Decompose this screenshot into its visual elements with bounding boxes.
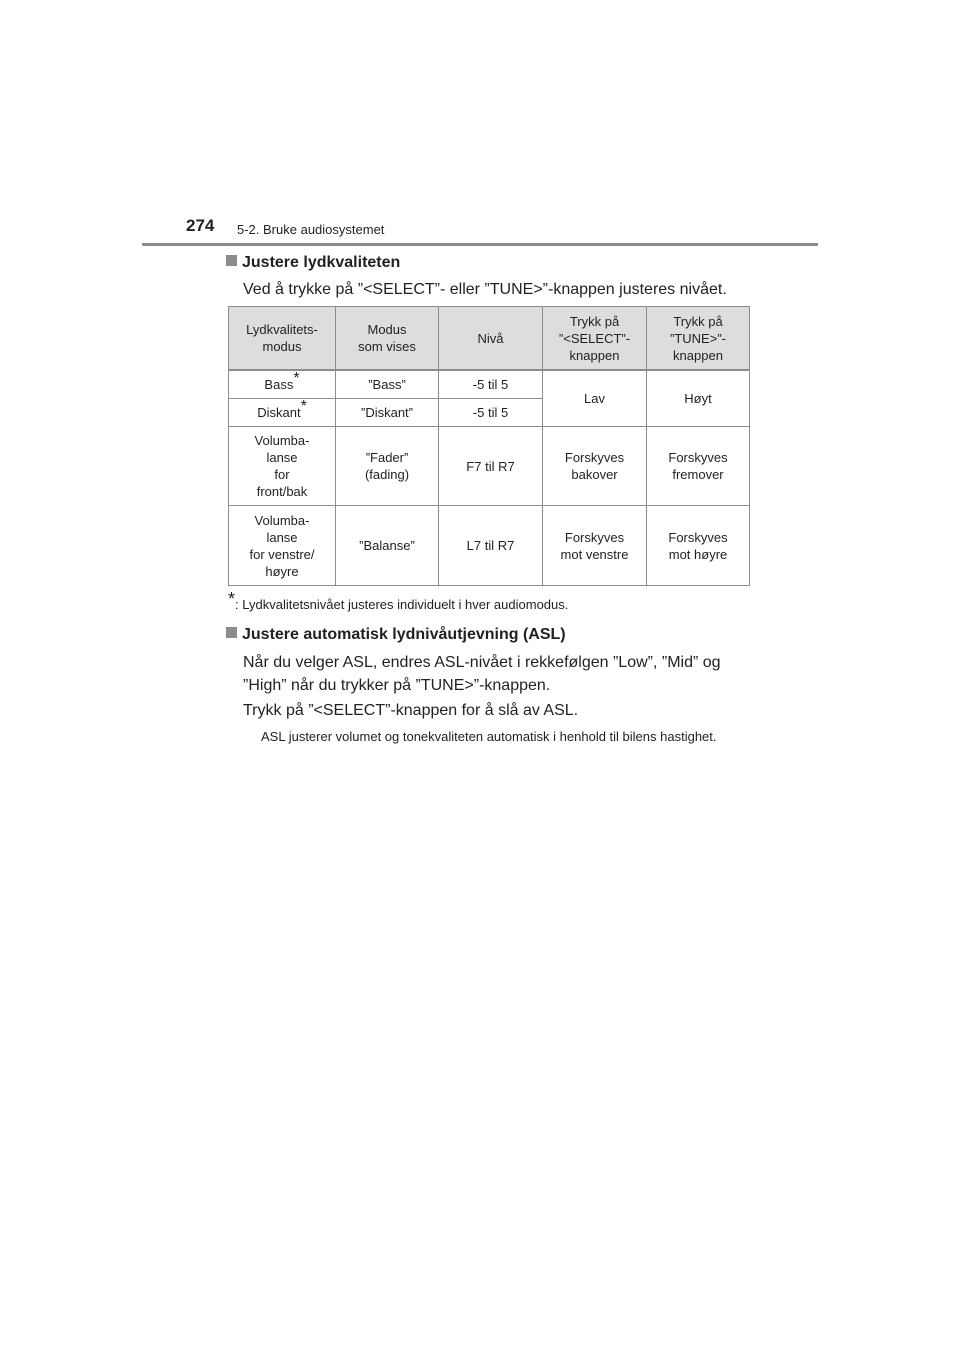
asl-paragraph-1: Når du velger ASL, endres ASL-nivået i rekkefølgen ”Low”, ”Mid” og ”High” når du trykker på ”TUNE>”-knappen. — [243, 654, 721, 694]
square-bullet-icon — [226, 255, 237, 266]
asl-note: ASL justerer volumet og tonekvaliteten automatisk i henhold til bilens hastighet. — [261, 729, 717, 744]
table-cell: -5 til 5 — [439, 399, 543, 427]
section-title: 5-2. Bruke audiosystemet — [237, 222, 385, 237]
section-heading-asl — [226, 626, 566, 644]
intro-paragraph: Ved å trykke på ”<SELECT”- eller ”TUNE>”-knappen justeres nivået. — [243, 281, 727, 298]
table-header-row — [229, 307, 750, 371]
asterisk-marker: * — [300, 398, 307, 415]
asl-paragraph-2: Trykk på ”<SELECT”-knappen for å slå av ASL. — [243, 702, 579, 719]
column-header: Trykk på ”<SELECT”- knappen — [543, 307, 647, 371]
table-cell: Forskyves fremover — [647, 427, 750, 506]
column-header: Modus som vises — [336, 307, 439, 371]
footnote — [228, 589, 569, 612]
table-cell: Volumba- lanse for front/bak — [229, 427, 336, 506]
table-cell: Volumba- lanse for venstre/ høyre — [229, 506, 336, 586]
table-row — [229, 427, 750, 506]
asterisk-marker: * — [293, 370, 300, 387]
table-cell: Høyt — [647, 370, 750, 427]
footnote-text: : Lydkvalitetsnivået justeres individuelt i hver audiomodus. — [235, 597, 569, 612]
table-cell: ”Fader” (fading) — [336, 427, 439, 506]
column-header: Lydkvalitets- modus — [229, 307, 336, 371]
table-cell: Bass* — [229, 370, 336, 399]
table-row — [229, 506, 750, 586]
table-cell: ”Bass” — [336, 370, 439, 399]
table-cell: ”Balanse” — [336, 506, 439, 586]
square-bullet-icon — [226, 627, 237, 638]
table-cell: -5 til 5 — [439, 370, 543, 399]
table-cell: Lav — [543, 370, 647, 427]
table-cell: Forskyves mot venstre — [543, 506, 647, 586]
header-divider — [142, 243, 818, 246]
table-row — [229, 370, 750, 399]
heading-text: Justere lydkvaliteten — [242, 254, 401, 271]
sound-quality-table — [228, 306, 750, 586]
table-cell: Forskyves mot høyre — [647, 506, 750, 586]
table-cell: Diskant* — [229, 399, 336, 427]
table-cell: ”Diskant” — [336, 399, 439, 427]
column-header: Trykk på ”TUNE>”- knappen — [647, 307, 750, 371]
section-heading-sound-quality — [226, 254, 400, 272]
table-cell: F7 til R7 — [439, 427, 543, 506]
column-header: Nivå — [439, 307, 543, 371]
table-cell: L7 til R7 — [439, 506, 543, 586]
heading-text: Justere automatisk lydnivåutjevning (ASL) — [242, 626, 566, 643]
page-number: 274 — [186, 216, 215, 235]
table-cell: Forskyves bakover — [543, 427, 647, 506]
footnote-marker: * — [228, 589, 236, 609]
